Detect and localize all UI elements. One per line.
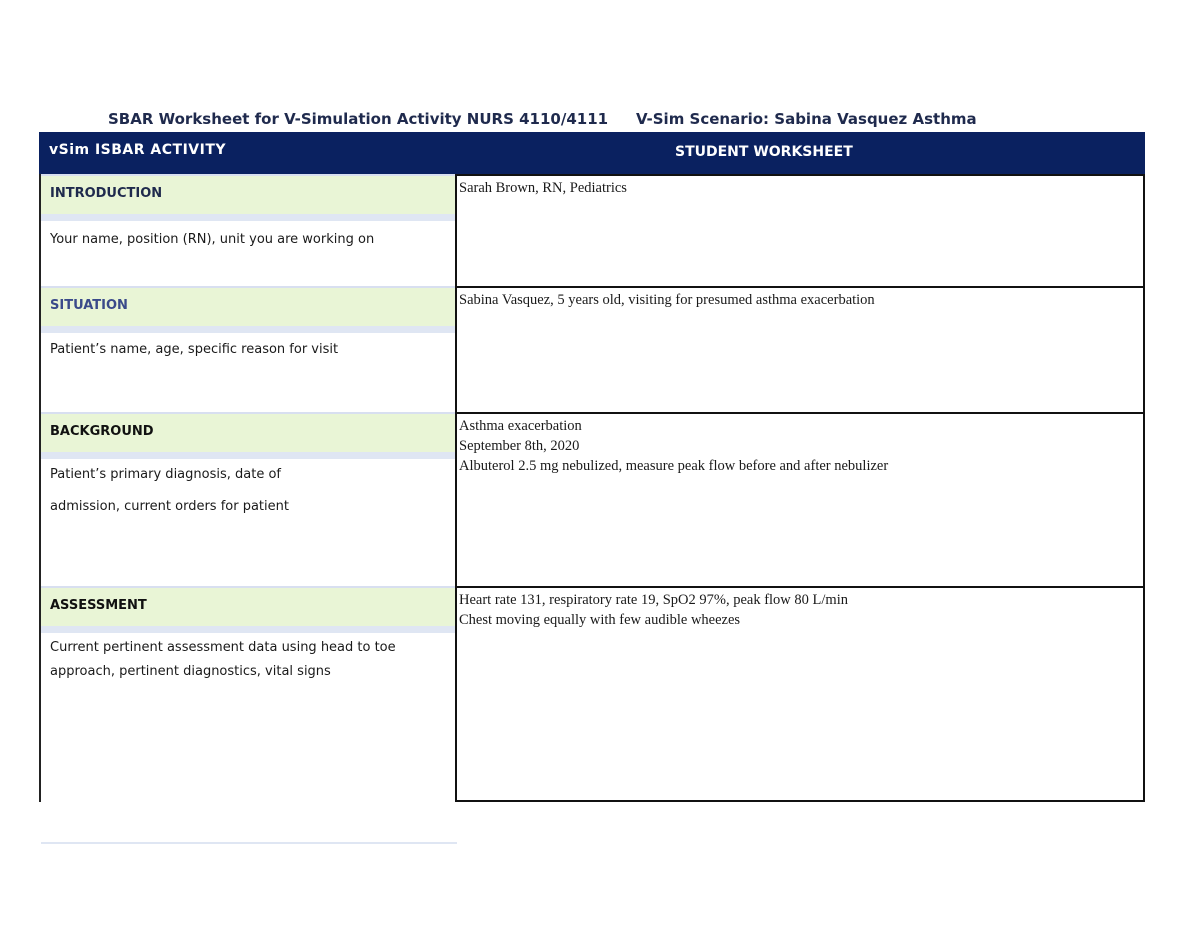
answer-line: Sarah Brown, RN, Pediatrics (459, 180, 627, 196)
answer-line: Chest moving equally with few audible wheezes (459, 612, 741, 628)
introduction-label: INTRODUCTION (41, 174, 455, 214)
background-answer-box[interactable] (455, 412, 1145, 586)
introduction-section (41, 174, 455, 286)
background-section (41, 412, 455, 586)
divider (41, 214, 455, 221)
banner (39, 132, 1145, 174)
assessment-answer (457, 588, 1143, 630)
background-description-line: Patient’s primary diagnosis, date of (50, 467, 281, 482)
scenario-title: V-Sim Scenario: Sabina Vasquez Asthma (636, 110, 977, 128)
introduction-answer-box[interactable] (455, 174, 1145, 286)
background-description-line: admission, current orders for patient (50, 499, 289, 514)
prompt-column (39, 174, 455, 802)
background-label: BACKGROUND (41, 412, 455, 452)
situation-answer-box[interactable] (455, 286, 1145, 412)
answer-line: Heart rate 131, respiratory rate 19, SpO2 97%, peak flow 80 L/min (459, 592, 848, 608)
answer-line: Sabina Vasquez, 5 years old, visiting for presumed asthma exacerbation (459, 292, 875, 308)
banner-activity-label: vSim ISBAR ACTIVITY (49, 142, 227, 158)
answer-line: September 8th, 2020 (459, 438, 580, 454)
banner-worksheet-label: STUDENT WORKSHEET (675, 144, 853, 160)
divider (41, 326, 455, 333)
isbar-worksheet (39, 132, 1145, 802)
assessment-label: ASSESSMENT (41, 586, 455, 626)
answer-line: Asthma exacerbation (459, 418, 582, 434)
answer-line: Albuterol 2.5 mg nebulized, measure peak flow before and after nebulizer (459, 458, 889, 474)
background-description (50, 459, 450, 523)
background-answer (457, 414, 1143, 476)
assessment-description (50, 636, 450, 684)
assessment-description-line: Current pertinent assessment data using head to toe (50, 640, 396, 655)
assessment-description-line: approach, pertinent diagnostics, vital signs (50, 664, 331, 679)
situation-answer (457, 288, 1143, 310)
divider (41, 452, 455, 459)
assessment-answer-box[interactable] (455, 586, 1145, 802)
answer-column (455, 174, 1145, 802)
worksheet-title: SBAR Worksheet for V-Simulation Activity NURS 4110/4111 (108, 110, 609, 128)
introduction-answer (457, 176, 1143, 198)
worksheet-header (0, 110, 1200, 132)
assessment-section (41, 586, 455, 802)
introduction-description: Your name, position (RN), unit you are working on (50, 232, 375, 247)
situation-label: SITUATION (41, 286, 455, 326)
divider (41, 626, 455, 633)
situation-section (41, 286, 455, 412)
bottom-border (41, 842, 457, 844)
situation-description: Patient’s name, age, specific reason for visit (50, 342, 339, 357)
